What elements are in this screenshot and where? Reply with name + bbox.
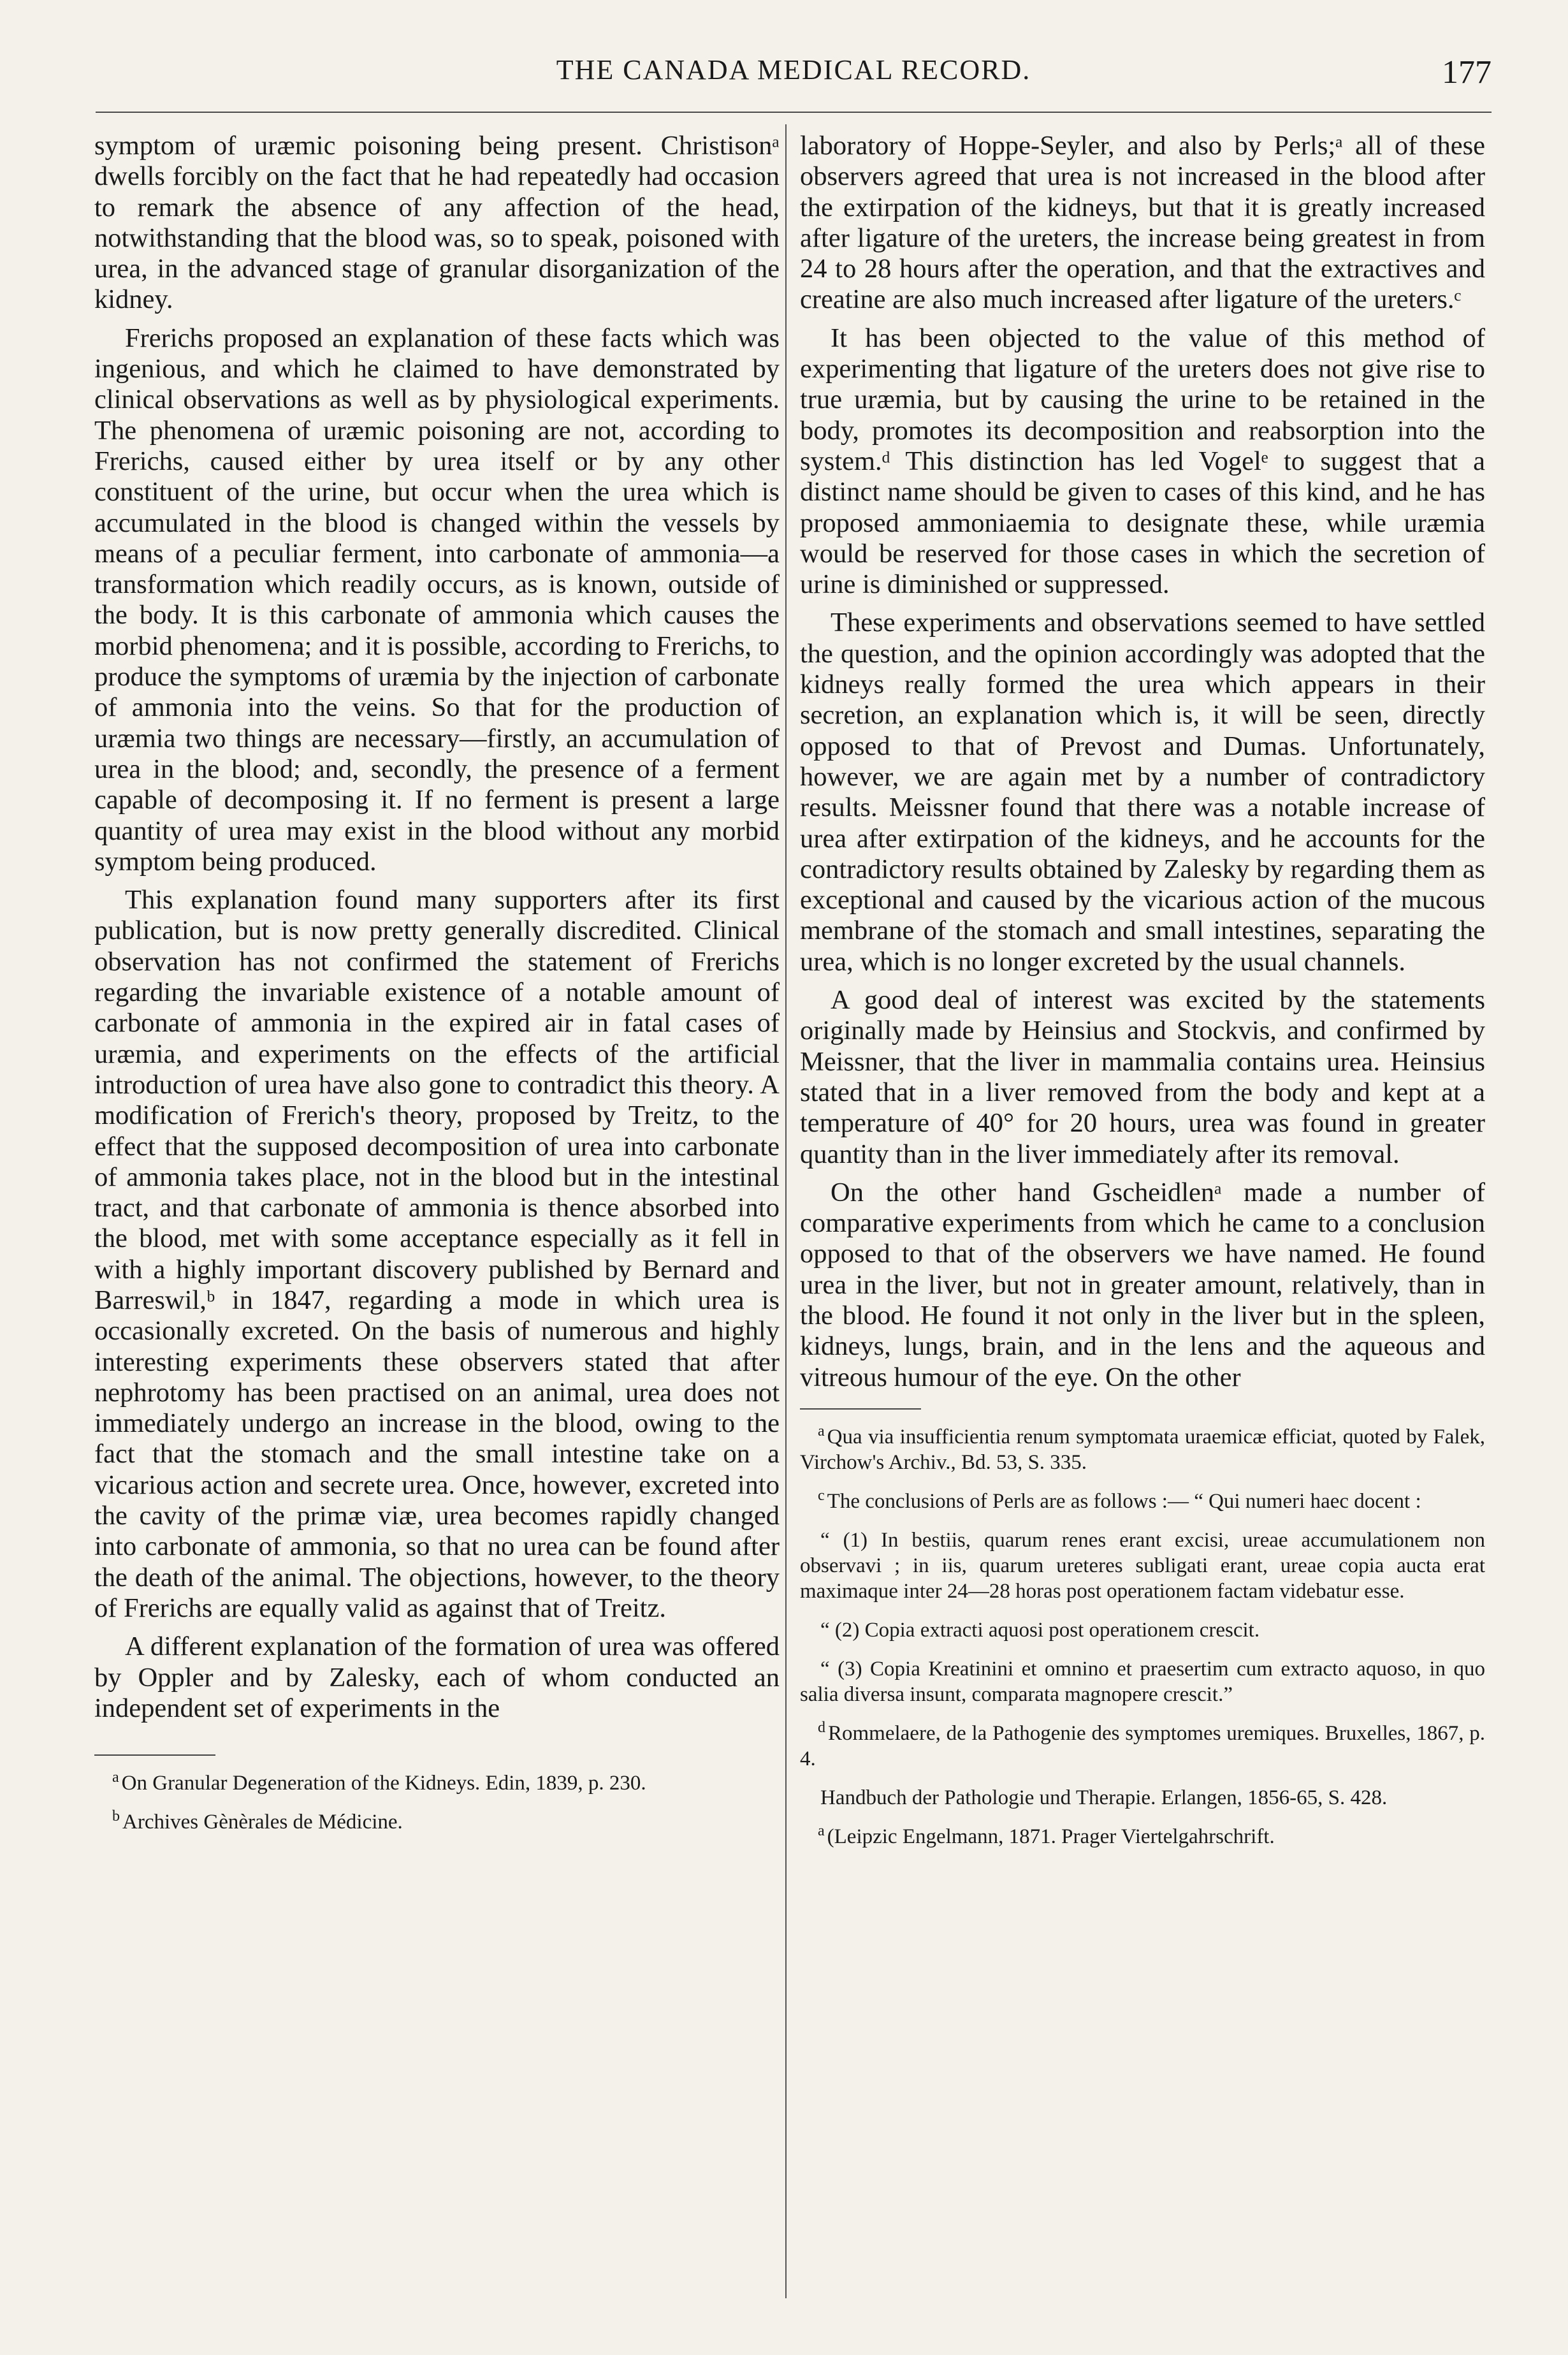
footnote-rule — [800, 1408, 921, 1410]
footnote — [800, 1522, 1485, 1604]
right-column — [800, 131, 1485, 1857]
footnote-mark: b — [112, 1808, 120, 1825]
paragraph: It has been objected to the value of this method of experimenting that ligature of the ureters does not give rise to true uræmia, but by causing the urine to be retained in the body, promotes its decomposition and reabsorption into the system.ᵈ This distinction has led Vogelᵉ to suggest that a distinct name should be given to cases of this kind, and he has proposed ammoniaemia to designate these, while uræmia would be reserved for those cases in which the secretion of urine is diminished or suppressed. — [800, 323, 1485, 600]
footnote-text: (Leipzic Engelmann, 1871. Prager Viertelgahrschrift. — [827, 1825, 1275, 1848]
footnote-text: Archives Gènèrales de Médicine. — [122, 1811, 403, 1834]
paragraph: Frerichs proposed an explanation of these facts which was ingenious, and which he claimed to have demonstrated by clinical observations as well as by physiological experiments. The phenomena of uræmic poisoning are not, according to Frerichs, caused either by urea itself or by any other constituent of the urine, but occur when the urea which is accumulated in the blood is changed within the vessels by means of a peculiar ferment, into carbonate of ammonia—a transformation which readily occurs, as is known, outside of the body. It is this carbonate of ammonia which causes the morbid phenomena; and it is possible, according to Frerichs, to produce the symptoms of uræmia by the injection of carbonate of ammonia into the veins. So that for the production of uræmia two things are necessary—firstly, an accumulation of urea in the blood; and, secondly, the presence of a ferment capable of decomposing it. If no ferment is present a large quantity of urea may exist in the blood without any morbid symptom being produced. — [94, 323, 780, 877]
paragraph: A good deal of interest was excited by the statements originally made by Heinsius and Stockvis, and confirmed by Meissner, that the liver in mammalia contains urea. Heinsius stated that in a liver removed from the body and kept at a temperature of 40° for 20 hours, urea was found in greater quantity than in the liver immediately after its removal. — [800, 985, 1485, 1169]
footnote-text: Qua via insufficientia renum symptomata uraemicæ efficiat, quoted by Falek, Virchow's Archiv., Bd. 53, S. 335. — [800, 1425, 1485, 1474]
footnote-text: Handbuch der Pathologie und Therapie. Erlangen, 1856-65, S. 428. — [820, 1786, 1388, 1809]
footnote — [800, 1651, 1485, 1707]
footnote-mark: a — [818, 1422, 825, 1440]
running-title: THE CANADA MEDICAL RECORD. — [556, 54, 1031, 85]
header-rule — [96, 112, 1492, 113]
footnote-mark: a — [112, 1769, 119, 1786]
footnote-mark: c — [818, 1487, 825, 1504]
footnote-text: The conclusions of Perls are as follows :— “ Qui numeri haec docent : — [827, 1489, 1421, 1513]
paragraph: A different explanation of the formation of urea was offered by Oppler and by Zalesky, each of whom conducted an independent set of experiments in the — [94, 1631, 780, 1723]
footnote-text: “ (2) Copia extracti aquosi post operationem crescit. — [820, 1618, 1260, 1642]
footnote — [94, 1765, 780, 1796]
footnote — [800, 1418, 1485, 1475]
footnote-rule — [94, 1754, 215, 1756]
left-column — [94, 131, 780, 1842]
paragraph: On the other hand Gscheidlenᵃ made a number of comparative experiments from which he came to a conclusion opposed to that of the observers we have named. He found urea in the liver, but not in greater amount, relatively, than in the blood. He found it not only in the liver but in the spleen, kidneys, lungs, brain, and in the lens and the aqueous and vitreous humour of the eye. On the other — [800, 1177, 1485, 1392]
page-number: 177 — [1442, 54, 1492, 91]
footnote — [94, 1804, 780, 1835]
footnote — [800, 1612, 1485, 1643]
footnote — [800, 1483, 1485, 1514]
footnote — [800, 1715, 1485, 1772]
footnote — [800, 1779, 1485, 1811]
footnote — [800, 1818, 1485, 1849]
running-head — [96, 54, 1492, 105]
footnote-mark: a — [818, 1822, 825, 1839]
footnote-mark: d — [818, 1719, 825, 1736]
paragraph: symptom of uræmic poisoning being present. Christisonᵃ dwells forcibly on the fact that he had repeatedly had occasion to remark the absence of any affection of the head, notwithstanding that the blood was, so to speak, poisoned with urea, in the advanced stage of granular disorganization of the kidney. — [94, 131, 780, 315]
footnote-text: “ (3) Copia Kreatinini et omnino et praesertim cum extracto aquoso, in quo salia diversa insunt, comparata magnopere crescit.” — [800, 1657, 1485, 1706]
footnote-text: Rommelaere, de la Pathogenie des symptomes uremiques. Bruxelles, 1867, p. 4. — [800, 1721, 1485, 1770]
footnote-text: “ (1) In bestiis, quarum renes erant excisi, ureae accumulationem non observavi ; in iis, quarum ureteres subligati erant, ureae copia aucta erat maximaque inter 24—28 horas post operationem factam videbatur esse. — [800, 1528, 1485, 1603]
paragraph: This explanation found many supporters after its first publication, but is now pretty generally discredited. Clinical observation has not confirmed the statement of Frerichs regarding the invariable existence of a notable amount of carbonate of ammonia in the expired air in fatal cases of uræmia, and experiments on the effects of the artificial introduction of urea have also gone to contradict this theory. A modification of Frerich's theory, proposed by Treitz, to the effect that the supposed decomposition of urea into carbonate of ammonia takes place, not in the blood but in the intestinal tract, and that carbonate of ammonia is thence absorbed into the blood, met with some acceptance especially as it fell in with a highly important discovery published by Bernard and Barreswil,ᵇ in 1847, regarding a mode in which urea is occasionally excreted. On the basis of numerous and highly interesting experiments these observers stated that after nephrotomy has been practised on an animal, urea does not immediately undergo an increase in the blood, owing to the fact that the stomach and the small intestine take on a vicarious action and secrete urea. Once, however, excreted into the cavity of the primæ viæ, urea becomes rapidly changed into carbonate of ammonia, so that no urea can be found after the death of the animal. The objections, however, to the theory of Frerichs are equally valid as against that of Treitz. — [94, 885, 780, 1623]
paragraph: laboratory of Hoppe-Seyler, and also by Perls;ᵃ all of these observers agreed that urea is not increased in the blood after the extirpation of the kidneys, but that it is greatly increased after ligature of the ureters, the increase being greatest in from 24 to 28 hours after the operation, and that the extractives and creatine are also much increased after ligature of the ureters.ᶜ — [800, 131, 1485, 315]
column-divider — [785, 124, 787, 2298]
footnote-text: On Granular Degeneration of the Kidneys. Edin, 1839, p. 230. — [121, 1772, 646, 1795]
paragraph: These experiments and observations seemed to have settled the question, and the opinion accordingly was adopted that the kidneys really formed the urea which appears in their secretion, an explanation which is, it will be seen, directly opposed to that of Prevost and Dumas. Unfortunately, however, we are again met by a number of contradictory results. Meissner found that there was a notable increase of urea after extirpation of the kidneys, and he accounts for the contradictory results obtained by Zalesky by regarding them as exceptional and caused by the vicarious action of the mucous membrane of the stomach and small intestines, separating the urea, which is no longer excreted by the usual channels. — [800, 608, 1485, 977]
